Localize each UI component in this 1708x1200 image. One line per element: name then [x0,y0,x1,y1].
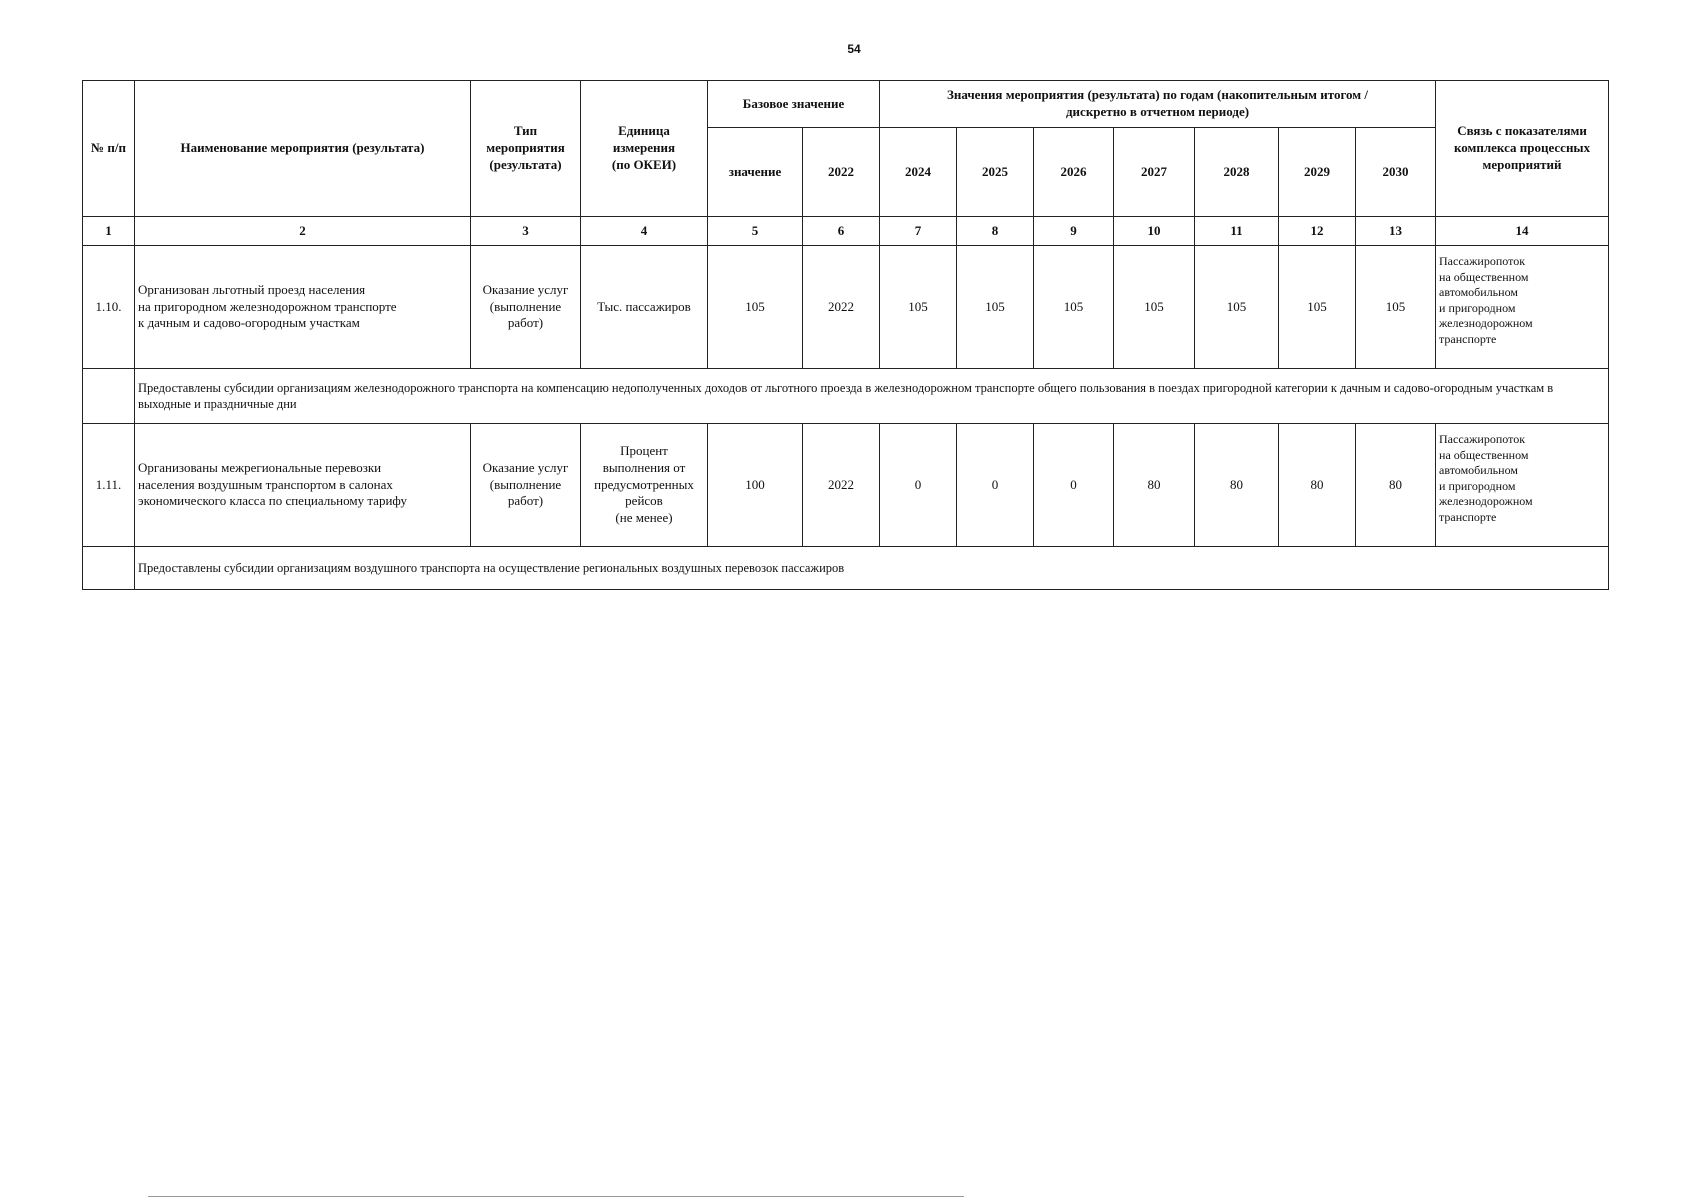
row-base-year: 2022 [803,424,880,547]
row-year-value: 105 [1356,246,1436,369]
column-numbers-row [83,217,1609,246]
row-name: Организованы межрегиональные перевозки населения воздушным транспортом в салонах экономического класса по специальному тарифу [135,424,471,547]
row-year-value: 80 [1114,424,1195,547]
row-base-value: 100 [708,424,803,547]
row-name: Организован льготный проезд населения на пригородном железнодорожном транспорте к дачным и садово-огородным участкам [135,246,471,369]
column-number: 3 [471,217,581,246]
table-row [83,424,1609,547]
row-number: 1.11. [83,424,135,547]
description-spacer [83,369,135,424]
header-year: 2027 [1114,128,1195,217]
row-base-year: 2022 [803,246,880,369]
description-spacer [83,547,135,590]
column-number: 14 [1436,217,1609,246]
row-year-value: 105 [1034,246,1114,369]
row-year-value: 105 [1279,246,1356,369]
footer-divider [148,1196,964,1197]
header-base-group: Базовое значение [708,81,880,128]
row-year-value: 80 [1356,424,1436,547]
row-description: Предоставлены субсидии организациям воздушного транспорта на осуществление региональных воздушных перевозок пассажиров [135,547,1609,590]
row-year-value: 0 [957,424,1034,547]
row-year-value: 105 [880,246,957,369]
column-number: 5 [708,217,803,246]
column-number: 4 [581,217,708,246]
row-year-value: 80 [1195,424,1279,547]
row-description: Предоставлены субсидии организациям железнодорожного транспорта на компенсацию недополученных доходов от льготного проезда в железнодорожном транспорте общего пользования в поездах пригородной категории к дачным и садово-огородным участкам в выходные и праздничные дни [135,369,1609,424]
row-link: Пассажиропоток на общественном автомобильном и пригородном железнодорожном транспорте [1436,424,1609,547]
row-number: 1.10. [83,246,135,369]
header-num: № п/п [83,81,135,217]
row-base-value: 105 [708,246,803,369]
header-unit: Единица измерения (по ОКЕИ) [581,81,708,217]
column-number: 6 [803,217,880,246]
column-number: 1 [83,217,135,246]
column-number: 7 [880,217,957,246]
header-year: 2025 [957,128,1034,217]
column-number: 11 [1195,217,1279,246]
header-year: 2026 [1034,128,1114,217]
header-type: Тип мероприятия (результата) [471,81,581,217]
header-base-year: 2022 [803,128,880,217]
row-year-value: 105 [957,246,1034,369]
row-type: Оказание услуг (выполнение работ) [471,246,581,369]
results-table [82,80,1609,590]
row-year-value: 0 [1034,424,1114,547]
column-number: 10 [1114,217,1195,246]
header-year: 2030 [1356,128,1436,217]
row-unit: Процент выполнения от предусмотренных рейсов (не менее) [581,424,708,547]
row-link: Пассажиропоток на общественном автомобильном и пригородном железнодорожном транспорте [1436,246,1609,369]
header-name: Наименование мероприятия (результата) [135,81,471,217]
column-number: 12 [1279,217,1356,246]
row-year-value: 0 [880,424,957,547]
row-year-value: 105 [1114,246,1195,369]
row-type: Оказание услуг (выполнение работ) [471,424,581,547]
column-number: 13 [1356,217,1436,246]
header-base-value: значение [708,128,803,217]
column-number: 8 [957,217,1034,246]
table-row [83,246,1609,369]
header-year: 2029 [1279,128,1356,217]
header-year: 2024 [880,128,957,217]
column-number: 2 [135,217,471,246]
description-row [83,369,1609,424]
header-link: Связь с показателями комплекса процессных мероприятий [1436,81,1609,217]
header-year: 2028 [1195,128,1279,217]
description-row [83,547,1609,590]
row-year-value: 80 [1279,424,1356,547]
column-number: 9 [1034,217,1114,246]
header-row-1 [83,81,1609,128]
page-number: 54 [847,42,861,56]
row-unit: Тыс. пассажиров [581,246,708,369]
row-year-value: 105 [1195,246,1279,369]
header-years-group: Значения мероприятия (результата) по годам (накопительным итогом / дискретно в отчетном периоде) [880,81,1436,128]
